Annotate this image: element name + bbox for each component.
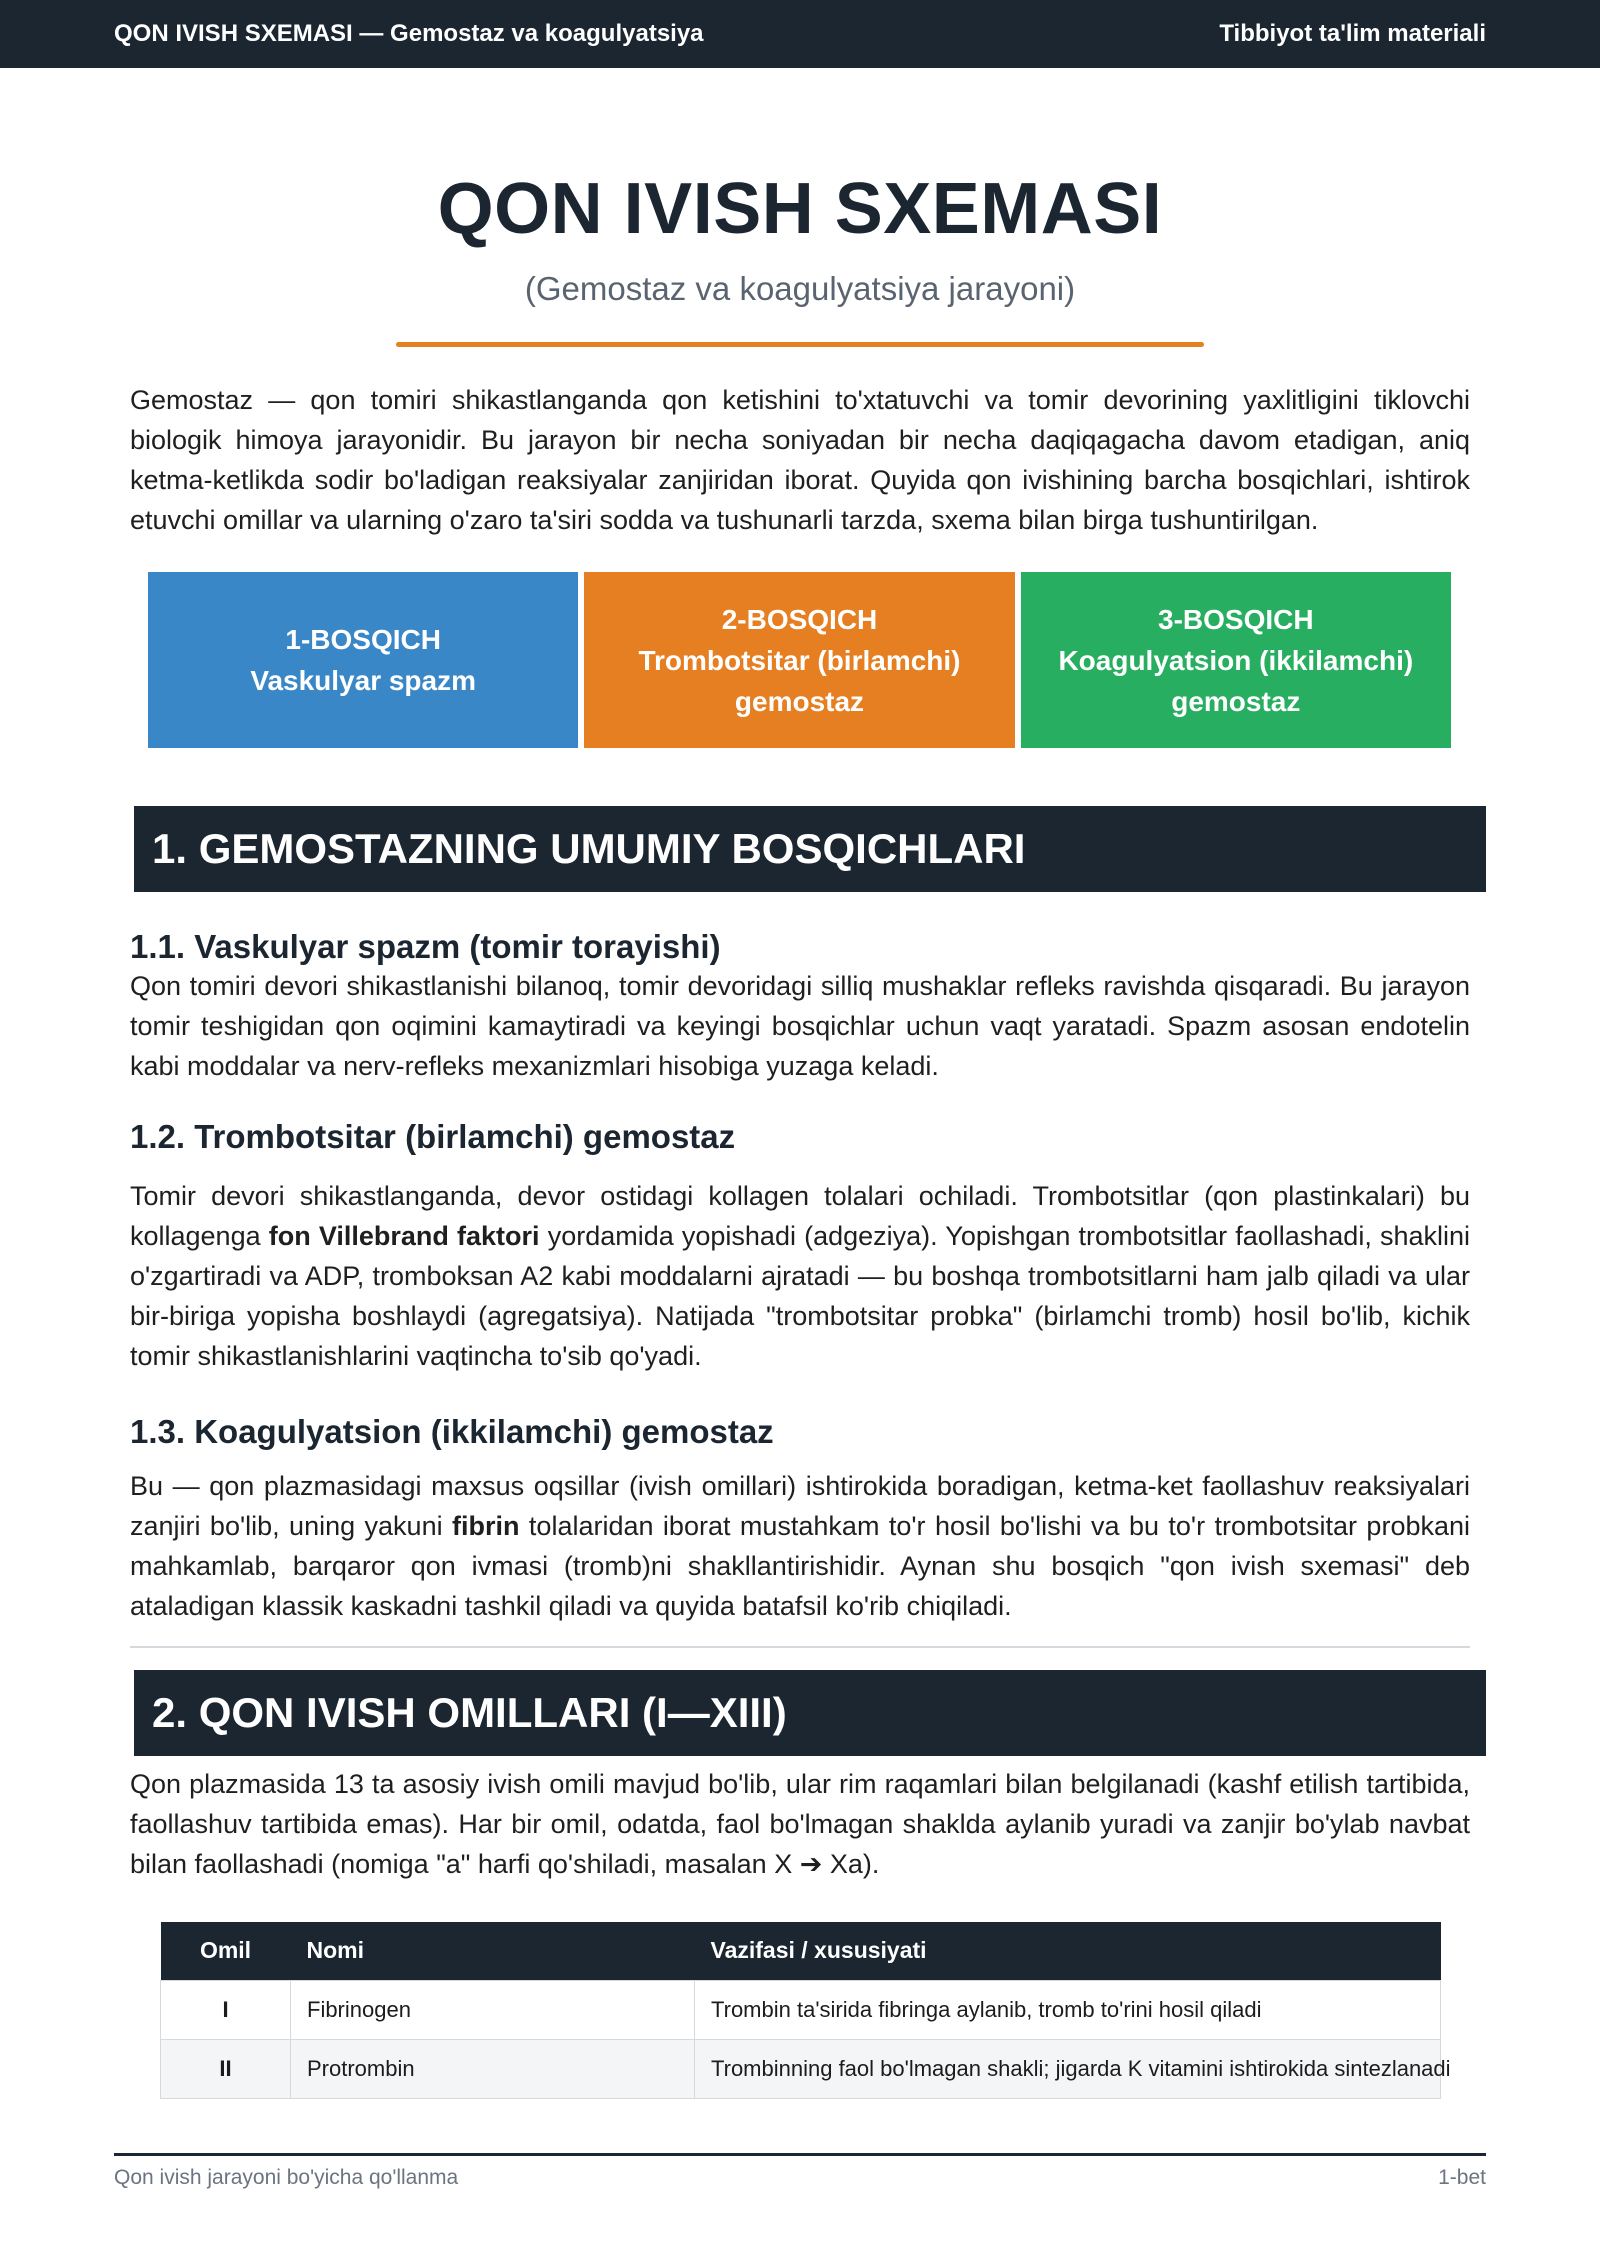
intro-paragraph: Gemostaz — qon tomiri shikastlanganda qon ketishini to'xtatuvchi va tomir devorining yaxlitligini tiklovchi biologik himoya jarayonidir. Bu jarayon bir necha soniyadan bir necha daqiqagacha davom etadigan, aniq ketma-ketlikda sodir bo'ladigan reaksiyalar zanjiridan iborat. Quyida qon ivishining barcha bosqichlari, ishtirok etuvchi omillar va ularning o'zaro ta'siri sodda va tushunarli tarzda, sxema bilan birga tushuntirilgan. xyxy=(130,385,1470,535)
stage-3-label: Koagulyatsion (ikkilamchi) xyxy=(1058,644,1414,676)
stage-2-label-cont: gemostaz xyxy=(734,685,865,717)
page-header xyxy=(0,0,1600,68)
factors-table xyxy=(160,1922,1451,2099)
stage-1-label: Vaskulyar spazm xyxy=(250,665,477,696)
stage-2-number: 2-BOSQICH xyxy=(721,603,878,635)
title-block xyxy=(0,168,1600,308)
column-header-function: Vazifasi / xususiyati xyxy=(695,1922,1441,1980)
factor-cell: II xyxy=(161,2039,291,2098)
text-segment: yordamida yopishadi (adgeziya). Yopishgan trombotsitlar faollashadi, shaklini o'zgartiradi va ADP, tromboksan A2 kabi moddalarni ajratadi — bu boshqa trombotsitlarni ham jalb qiladi va ular bir-biriga yopisha boshlaydi (agregatsiya). Natijada "trombotsitar probka" (birlamchi tromb) hosil bo'lib, kichik tomir shikastlanishlarini vaqtincha to'sib qo'yadi. xyxy=(130,1221,1470,1371)
function-cell: Trombin ta'sirida fibringa aylanib, tromb to'rini hosil qiladi xyxy=(695,1980,1441,2039)
header-title: QON IVISH SXEMASI — Gemostaz va koagulyatsiya xyxy=(114,20,704,47)
page-subtitle: (Gemostaz va koagulyatsiya jarayoni) xyxy=(524,270,1076,307)
stage-1-number: 1-BOSQICH xyxy=(285,624,441,655)
function-cell: Trombinning faol bo'lmagan shakli; jigarda K vitamini ishtirokida sintezlanadi xyxy=(695,2039,1441,2098)
column-header-factor: Omil xyxy=(161,1922,291,1980)
table-row xyxy=(161,2039,1441,2098)
stage-3-label-cont: gemostaz xyxy=(1171,685,1301,717)
table-header-row xyxy=(161,1922,1441,1980)
page-footer xyxy=(114,2166,1486,2190)
stage-3-box xyxy=(1021,572,1451,748)
section-1-heading: 1. GEMOSTAZNING UMUMIY BOSQICHLARI xyxy=(134,806,1486,892)
factor-cell: I xyxy=(161,1980,291,2039)
name-cell: Fibrinogen xyxy=(291,1980,695,2039)
stage-1-box xyxy=(148,572,578,748)
subsection-1-1-text: Qon tomiri devori shikastlanishi bilanoq, tomir devoridagi silliq mushaklar refleks ravishda qisqaradi. Bu jarayon tomir teshigidan qon oqimini kamaytiradi va keyingi bosqichlar uchun vaqt yaratadi. Spazm asosan endotelin kabi moddalar va nerv-refleks mexanizmlari hisobiga yuzaga keladi. xyxy=(130,971,1470,1081)
subsection-1-2-text xyxy=(130,1176,1470,1376)
footer-divider xyxy=(114,2153,1486,2156)
page-title: QON IVISH SXEMASI xyxy=(437,169,1163,249)
stages-diagram xyxy=(148,572,1451,748)
subsection-1-2-heading: 1.2. Trombotsitar (birlamchi) gemostaz xyxy=(130,1118,736,1155)
table-row xyxy=(161,1980,1441,2039)
text-segment: tolalaridan iborat mustahkam to'r hosil bo'lishi va bu to'r trombotsitar probkani mahkamlab, barqaror qon ivmasi (tromb)ni shakllantirishidir. Aynan shu bosqich "qon ivish sxemasi" deb ataladigan klassik kaskadni tashkil qiladi va quyida batafsil ko'rib chiqiladi. xyxy=(130,1511,1471,1621)
subsection-1-3-heading: 1.3. Koagulyatsion (ikkilamchi) gemostaz xyxy=(130,1413,774,1450)
text-segment: Tomir devori shikastlanganda, devor ostidagi kollagen tolalari ochiladi. Trombotsitlar (qon plastinkalari) bu kollagenga xyxy=(130,1181,1470,1251)
page-number: 1-bet xyxy=(1438,2166,1486,2189)
footer-title: Qon ivish jarayoni bo'yicha qo'llanma xyxy=(114,2166,459,2189)
section-2-text: Qon plazmasida 13 ta asosiy ivish omili mavjud bo'lib, ular rim raqamlari bilan belgilanadi (kashf etilish tartibida, faollashuv tartibida emas). Har bir omil, odatda, faol bo'lmagan shaklda aylanib yuradi va zanjir bo'ylab navbat bilan faollashadi (nomiga "a" harfi qo'shiladi, masalan X ➔ Xa). xyxy=(130,1769,1470,1879)
section-divider xyxy=(130,1646,1470,1648)
name-cell: Protrombin xyxy=(291,2039,695,2098)
stage-2-box xyxy=(584,572,1014,748)
text-segment: Bu — qon plazmasidagi maxsus oqsillar (ivish omillari) ishtirokida boradigan, ketma-ket faollashuv reaksiyalari zanjiri bo'lib, uning yakuni xyxy=(130,1471,1470,1541)
title-divider xyxy=(396,342,1204,347)
column-header-name: Nomi xyxy=(291,1922,695,1980)
stage-2-label: Trombotsitar (birlamchi) xyxy=(638,644,961,676)
header-category: Tibbiyot ta'lim materiali xyxy=(1219,20,1486,47)
stage-3-number: 3-BOSQICH xyxy=(1158,603,1314,635)
subsection-1-1-heading: 1.1. Vaskulyar spazm (tomir torayishi) xyxy=(130,928,721,965)
bold-term: fon Villebrand faktori xyxy=(268,1221,540,1251)
section-2-heading: 2. QON IVISH OMILLARI (I—XIII) xyxy=(134,1670,1486,1756)
subsection-1-3-text xyxy=(130,1466,1470,1626)
bold-term: fibrin xyxy=(452,1511,520,1541)
